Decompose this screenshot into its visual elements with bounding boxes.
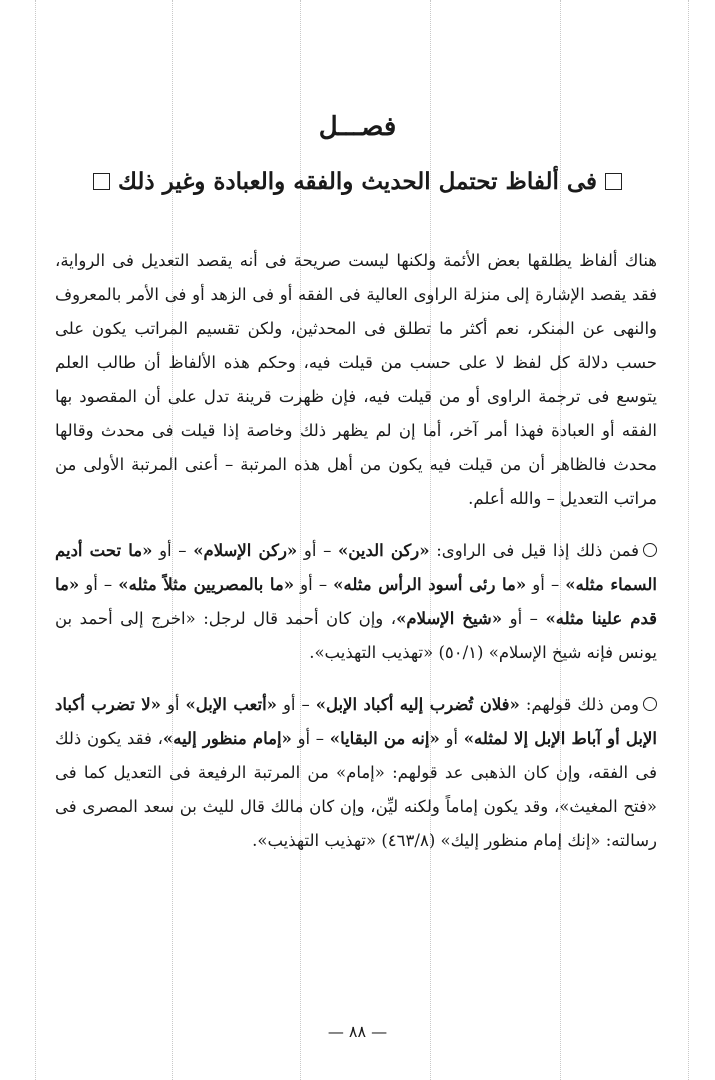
quoted-term: «إنه من البقايا» (329, 729, 440, 748)
page-number: — ٨٨ — (327, 1022, 388, 1041)
quoted-term: «ركن الدين» (337, 541, 430, 560)
grid-line (35, 0, 36, 1080)
quoted-term: «ما رئى أسود الرأس مثله» (333, 575, 527, 594)
quoted-term: «أتعب الإبل» (185, 695, 277, 714)
quoted-term: «ركن الإسلام» (193, 541, 298, 560)
section-subtitle (50, 168, 665, 195)
quoted-term: «فلان تُضرب إليه أكباد الإبل» (315, 695, 520, 714)
quoted-term: «شيخ الإسلام» (396, 609, 503, 628)
text-run: – أو (297, 541, 338, 560)
square-ornament-icon (93, 173, 110, 190)
quoted-term: «ما بالمصريين مثلاً مثله» (118, 575, 295, 594)
text-run: – أو (276, 695, 316, 714)
circle-bullet-icon (643, 697, 657, 711)
square-ornament-icon (605, 173, 622, 190)
examples-paragraph-1 (55, 534, 657, 670)
body-text (55, 244, 657, 858)
text-run: ، وإن كان أحمد قال لرجل: «اخرج إلى أحمد بن يونس فإنه شيخ الإسلام» (٥٠/١) «تهذيب التهذيب». (55, 609, 657, 662)
subtitle-text: فى ألفاظ تحتمل الحديث والفقه والعبادة وغير ذلك (117, 168, 598, 195)
text-run: ، فقد يكون ذلك فى الفقه، وإن كان الذهبى عد قولهم: «إمام» من المرتبة الرفيعة فى التعديل كما فى «فتح المغيث»، وقد يكون إماماً ولكنه ليِّن، وإن كان مالك قال لليث بن سعد المصرى فى رسالته: «إنك إمام منظور إليك» (٤٦٣/٨) «تهذيب التهذيب». (55, 729, 657, 850)
text-run: أو (439, 729, 464, 748)
text-run: – أو (526, 575, 566, 594)
text-run: – أو (152, 541, 194, 560)
grid-line (688, 0, 689, 1080)
text-run: أو (160, 695, 186, 714)
text-run: – أو (502, 609, 546, 628)
quoted-term: «ما قدم علينا مثله» (55, 575, 657, 628)
text-run: – أو (294, 575, 334, 594)
quoted-term: «إمام منظور إليه» (162, 729, 292, 748)
examples-paragraph-2 (55, 688, 657, 858)
circle-bullet-icon (643, 543, 657, 557)
section-heading: فصـــل (318, 112, 397, 142)
quoted-term: «لا تضرب أكباد الإبل أو آباط الإبل إلا لمثله» (55, 695, 657, 748)
quoted-term: «ما تحت أديم السماء مثله» (55, 541, 657, 594)
text-run: – أو (79, 575, 119, 594)
text-run: ومن ذلك قولهم: (519, 695, 639, 714)
intro-paragraph: هناك ألفاظ يطلقها بعض الأئمة ولكنها ليست صريحة فى أنه يقصد التعديل فى الرواية، فقد يقصد الإشارة إلى منزلة الراوى العالية فى الفقه أو فى الزهد أو فى الأمر بالمعروف والنهى عن المنكر، نعم أكثر ما تطلق فى المحدثين، ولكن تقسيم المراتب يكون على حسب دلالة كل لفظ لا على حسب من قيلت فيه، وحكم هذه الألفاظ أن طالب العلم يتوسع فى ترجمة الراوى أو من قيلت فيه، فإن ظهرت قرينة تدل على أن المقصود بها الفقه أو العبادة فهذا أمر آخر، أما إن لم يظهر ذلك وخاصة إذا قيلت فى محدث وقالها محدث فالظاهر أن من قيلت فيه يكون من أهل هذه المرتبة – أعنى المرتبة الأولى من مراتب التعديل – والله أعلم. (55, 251, 657, 508)
text-run: – أو (291, 729, 330, 748)
text-run: فمن ذلك إذا قيل فى الراوى: (429, 541, 639, 560)
